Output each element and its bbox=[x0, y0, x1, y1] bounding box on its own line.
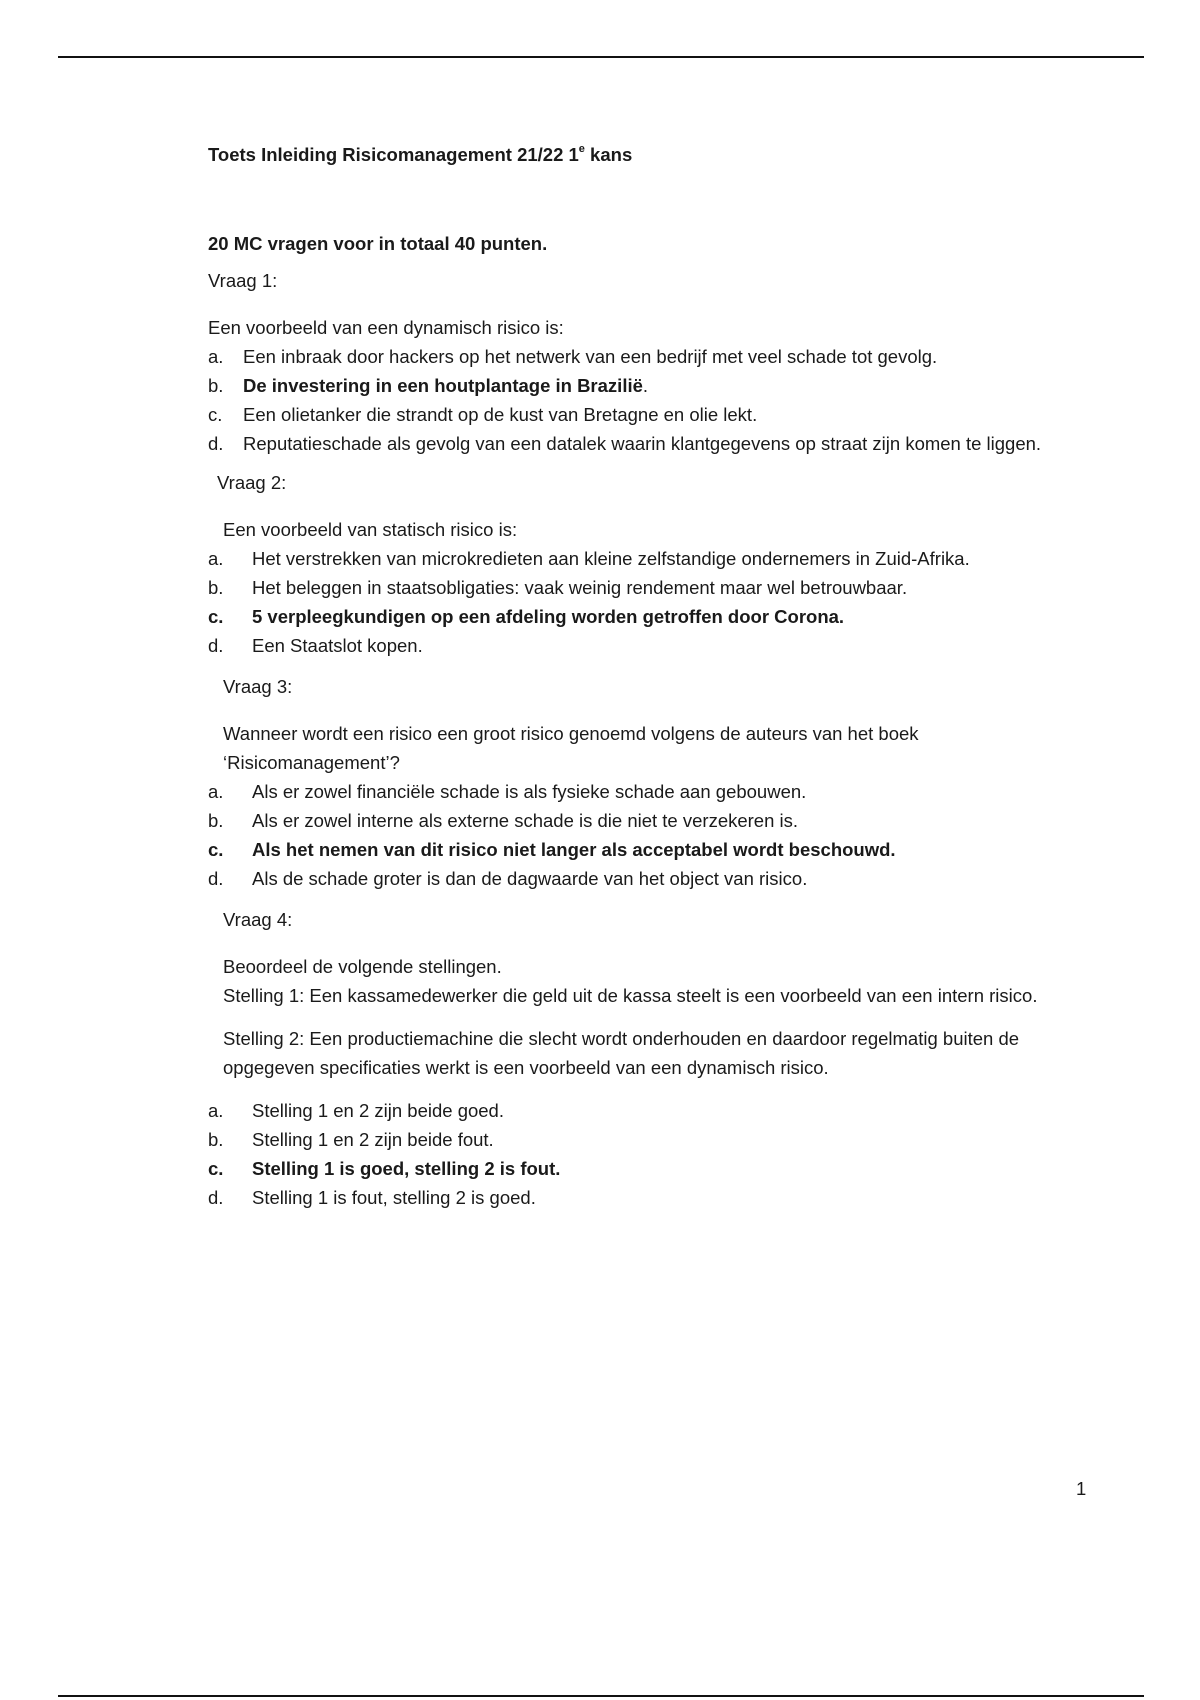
header-rule bbox=[58, 56, 1144, 58]
option-c-correct: c. 5 verpleegkundigen op een afdeling worden getroffen door Corona. bbox=[208, 606, 845, 627]
question-label: Vraag 3: bbox=[223, 676, 293, 697]
option-d: d. Als de schade groter is dan de dagwaarde van het object van risico. bbox=[208, 868, 808, 889]
question-label: Vraag 4: bbox=[223, 909, 293, 930]
option-list bbox=[208, 1096, 1088, 1212]
page-number: 1 bbox=[1076, 1478, 1087, 1499]
option-b-correct: b. De investering in een houtplantage in Brazilië. bbox=[208, 375, 649, 396]
option-d: d. Stelling 1 is fout, stelling 2 is goed. bbox=[208, 1187, 536, 1208]
question-3 bbox=[208, 672, 1088, 893]
option-b: b. Stelling 1 en 2 zijn beide fout. bbox=[208, 1129, 494, 1150]
statement-2: Stelling 2: Een productiemachine die slecht wordt onderhouden en daardoor regelmatig buiten de opgegeven specificaties werkt is een voorbeeld van een dynamisch risico. bbox=[223, 1028, 1020, 1078]
footer-rule bbox=[58, 1695, 1144, 1697]
question-label: Vraag 1: bbox=[208, 270, 278, 291]
statement-1: Stelling 1: Een kassamedewerker die geld uit de kassa steelt is een voorbeeld van een intern risico. bbox=[223, 985, 1038, 1006]
document-body bbox=[208, 140, 1088, 1212]
option-a: a. Als er zowel financiële schade is als fysieke schade aan gebouwen. bbox=[208, 781, 807, 802]
option-b: b. Het beleggen in staatsobligaties: vaak weinig rendement maar wel betrouwbaar. bbox=[208, 577, 908, 598]
option-c: c. Een olietanker die strandt op de kust van Bretagne en olie lekt. bbox=[208, 404, 758, 425]
question-4 bbox=[208, 905, 1088, 1212]
option-c-correct: c. Als het nemen van dit risico niet langer als acceptabel wordt beschouwd. bbox=[208, 839, 896, 860]
option-a: a. Een inbraak door hackers op het netwerk van een bedrijf met veel schade tot gevolg. bbox=[208, 346, 938, 367]
question-1 bbox=[208, 266, 1088, 458]
option-d: d. Een Staatslot kopen. bbox=[208, 635, 423, 656]
option-list bbox=[208, 342, 1088, 458]
option-c-correct: c. Stelling 1 is goed, stelling 2 is fout. bbox=[208, 1158, 561, 1179]
intro-text: 20 MC vragen voor in totaal 40 punten. bbox=[208, 233, 548, 254]
option-a: a. Het verstrekken van microkredieten aan kleine zelfstandige ondernemers in Zuid-Afrika. bbox=[208, 548, 970, 569]
question-stem: Wanneer wordt een risico een groot risico genoemd volgens de auteurs van het boek ‘Risicomanagement’? bbox=[223, 723, 919, 773]
question-stem: Een voorbeeld van een dynamisch risico is: bbox=[208, 317, 564, 338]
option-d: d. Reputatieschade als gevolg van een datalek waarin klantgegevens op straat zijn komen te liggen. bbox=[208, 433, 1042, 454]
option-list bbox=[208, 777, 1088, 893]
document-title: Toets Inleiding Risicomanagement 21/22 1e kans bbox=[208, 142, 633, 165]
option-list bbox=[208, 544, 1088, 660]
option-a: a. Stelling 1 en 2 zijn beide goed. bbox=[208, 1100, 504, 1121]
question-label: Vraag 2: bbox=[217, 472, 287, 493]
question-stem: Beoordeel de volgende stellingen. bbox=[223, 956, 502, 977]
question-2 bbox=[208, 468, 1088, 660]
option-b: b. Als er zowel interne als externe schade is die niet te verzekeren is. bbox=[208, 810, 799, 831]
question-stem: Een voorbeeld van statisch risico is: bbox=[223, 519, 518, 540]
